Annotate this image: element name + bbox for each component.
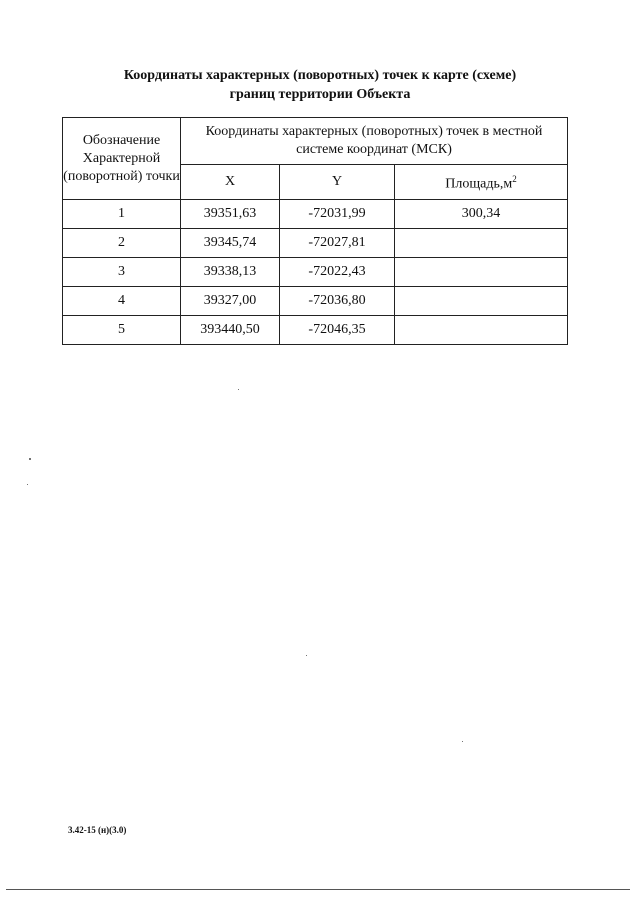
area-header-unit-exponent: 2	[512, 174, 517, 185]
table-row	[63, 316, 568, 345]
x-cell: 393440,50	[181, 316, 280, 345]
x-cell: 39351,63	[181, 200, 280, 229]
scan-speck	[462, 741, 463, 742]
point-cell: 3	[63, 258, 181, 287]
scan-speck	[306, 655, 307, 656]
scan-speck	[29, 458, 31, 460]
title-line-1: Координаты характерных (поворотных) точек к карте (схеме)	[123, 68, 517, 83]
area-cell	[395, 316, 568, 345]
table-row	[63, 229, 568, 258]
table-header-row	[63, 118, 568, 165]
point-cell: 2	[63, 229, 181, 258]
y-cell: -72046,35	[280, 316, 395, 345]
area-cell	[395, 258, 568, 287]
document-title	[60, 66, 580, 104]
x-cell: 39338,13	[181, 258, 280, 287]
table-row	[63, 287, 568, 316]
area-header-label: Площадь,м	[445, 176, 513, 192]
point-cell: 4	[63, 287, 181, 316]
scan-speck	[238, 389, 239, 390]
y-cell: -72027,81	[280, 229, 395, 258]
y-cell: -72031,99	[280, 200, 395, 229]
title-line-2: границ территории Объекта	[229, 87, 411, 102]
coordinates-table	[62, 117, 568, 345]
y-cell: -72022,43	[280, 258, 395, 287]
area-cell: 300,34	[395, 200, 568, 229]
document-code: 3.42-15 (н)(3.0)	[68, 825, 127, 835]
area-cell	[395, 287, 568, 316]
coordinates-group-header: Координаты характерных (поворотных) точек в местной системе координат (МСК)	[181, 118, 568, 165]
y-cell: -72036,80	[280, 287, 395, 316]
point-cell: 1	[63, 200, 181, 229]
point-designation-header: Обозначение Характерной (поворотной) точки	[63, 118, 181, 200]
x-column-header: X	[181, 165, 280, 200]
x-cell: 39327,00	[181, 287, 280, 316]
area-cell	[395, 229, 568, 258]
y-column-header: Y	[280, 165, 395, 200]
bottom-edge-line	[6, 889, 630, 890]
point-cell: 5	[63, 316, 181, 345]
area-column-header	[395, 165, 568, 200]
scan-speck	[27, 484, 28, 485]
x-cell: 39345,74	[181, 229, 280, 258]
table-row	[63, 258, 568, 287]
table-row	[63, 200, 568, 229]
